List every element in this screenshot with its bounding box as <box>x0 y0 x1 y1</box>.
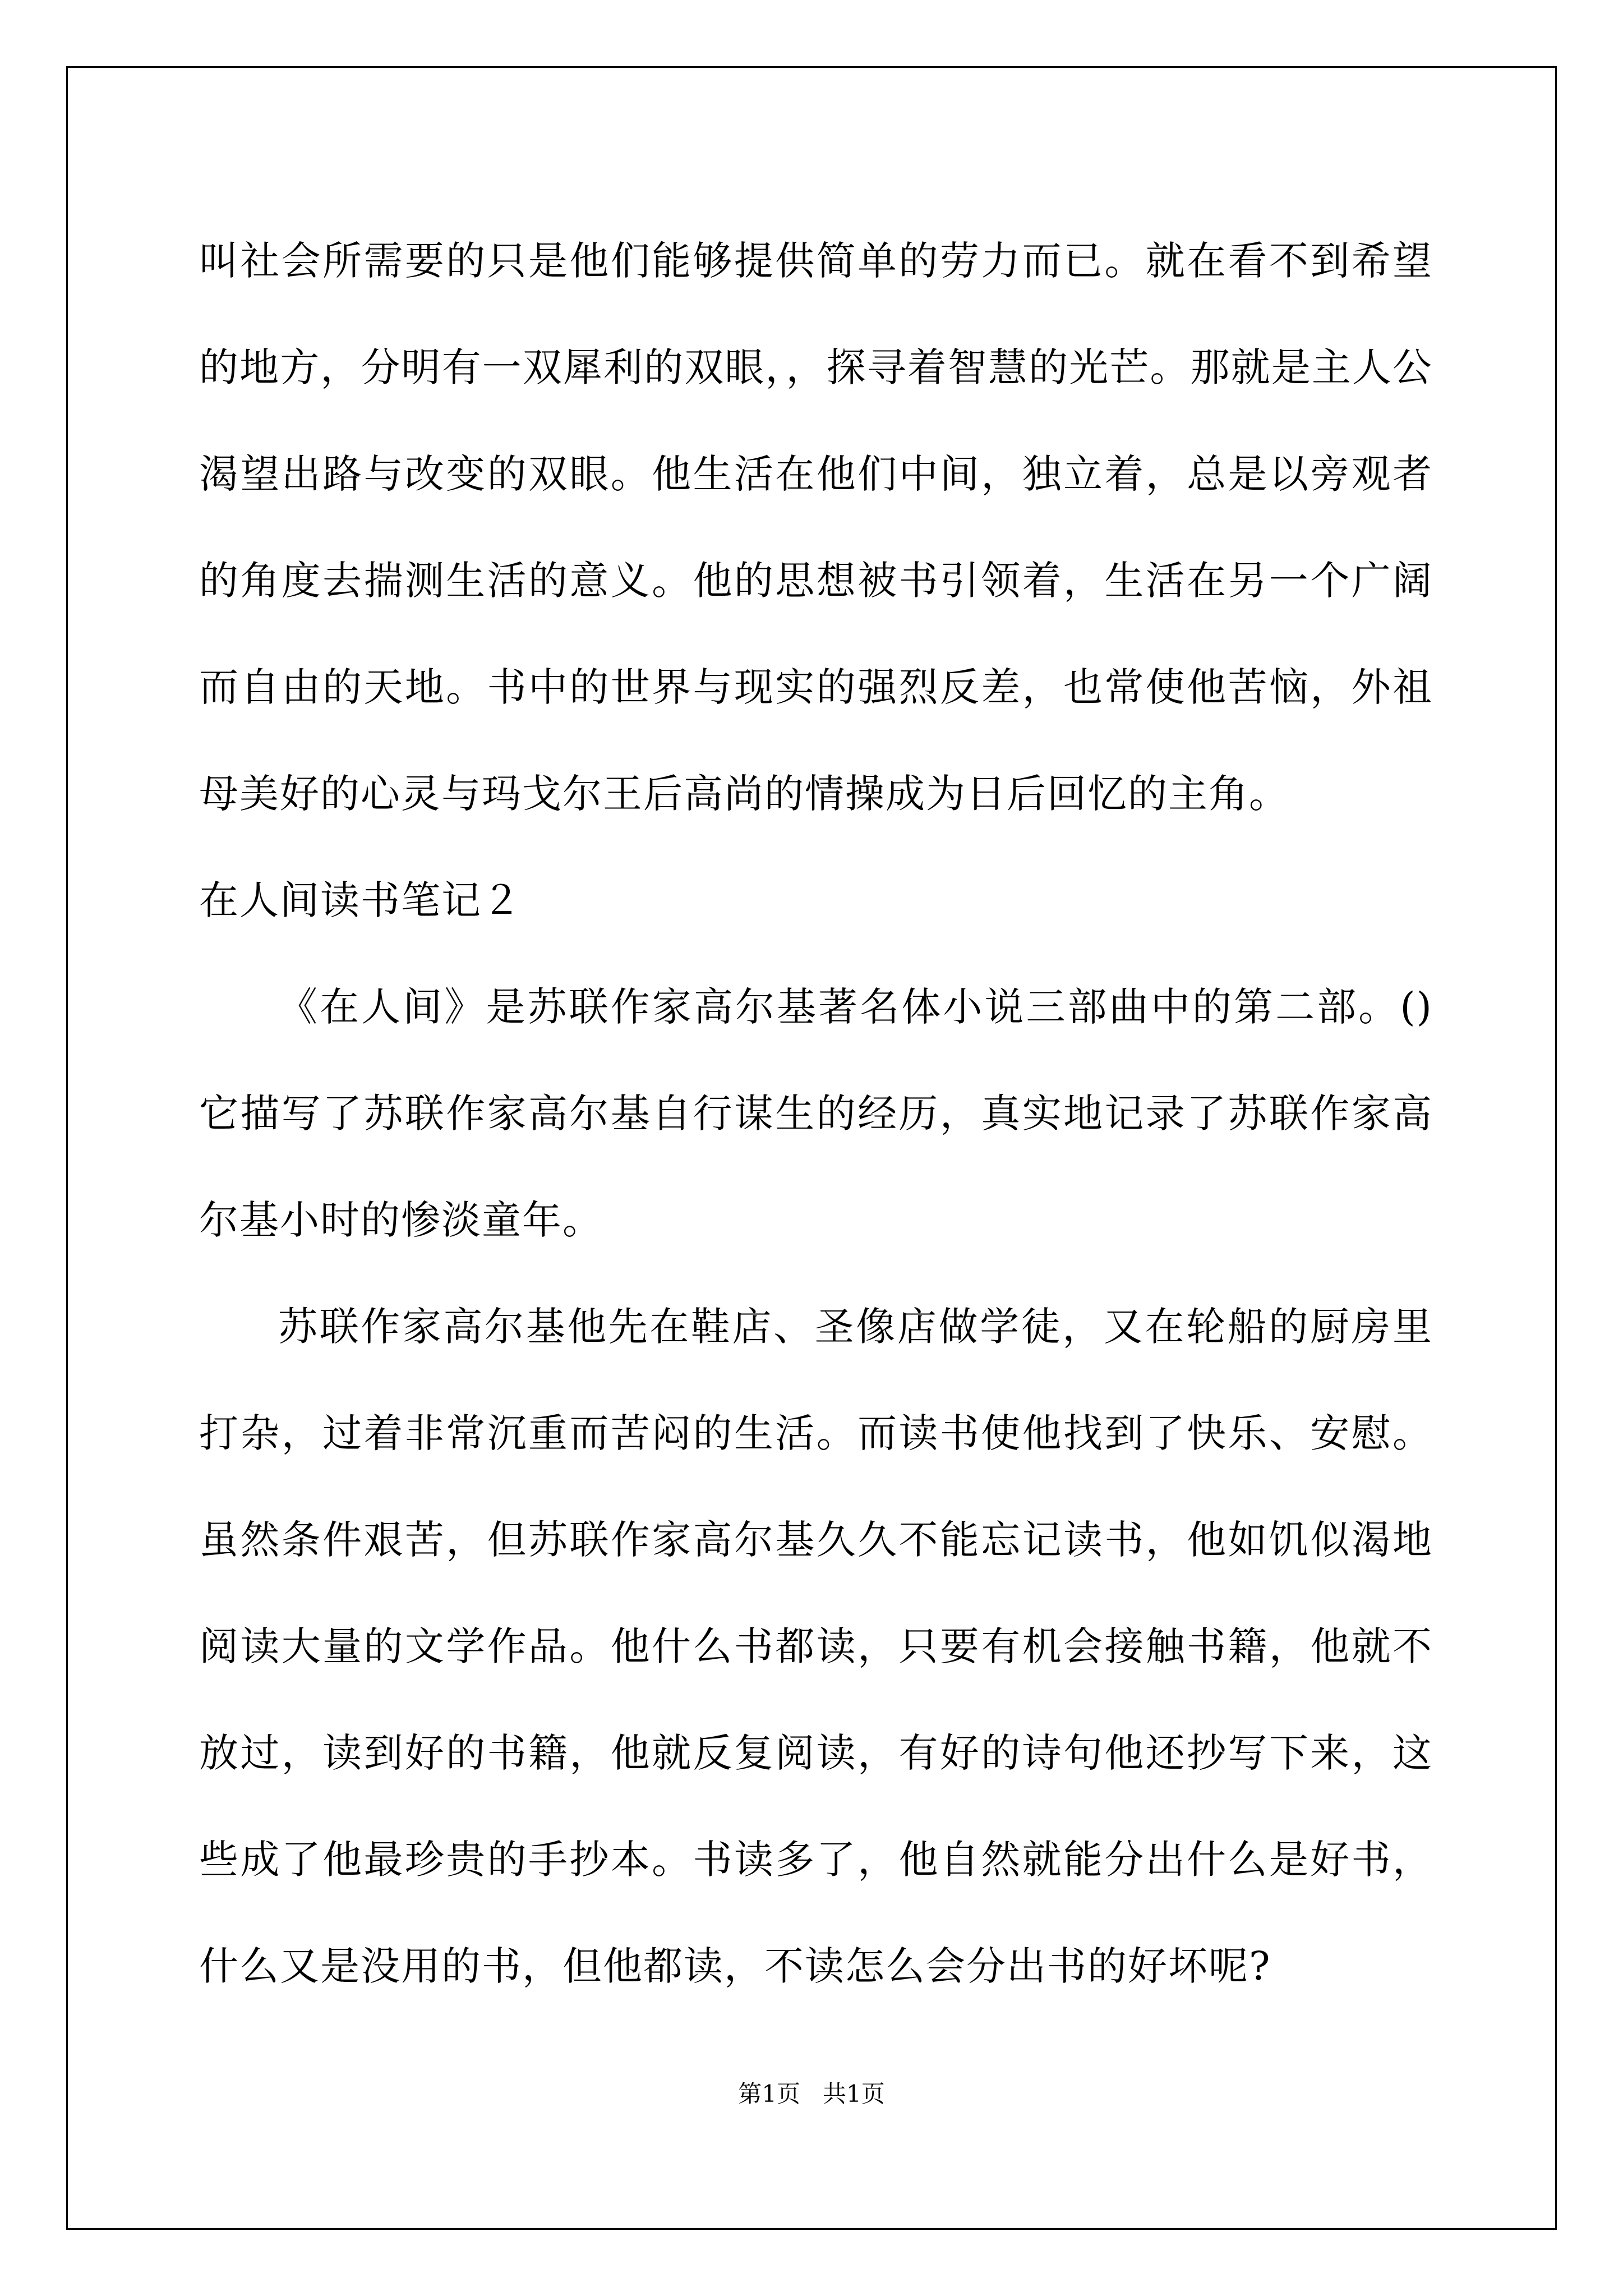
paragraph-3: 苏联作家高尔基他先在鞋店、圣像店做学徒，又在轮船的厨房里打杂，过着非常沉重而苦闷的生活。而读书使他找到了快乐、安慰。虽然条件艰苦，但苏联作家高尔基久久不能忘记读书，他如饥似渴地阅读大量的文学作品。他什么书都读，只要有机会接触书籍，他就不放过，读到好的书籍，他就反复阅读，有好的诗句他还抄写下来，这些成了他最珍贵的手抄本。书读多了，他自然就能分出什么是好书，什么又是没用的书，但他都读，不读怎么会分出书的好坏呢? <box>199 1304 1433 1989</box>
page-total: 共1页 <box>823 2080 885 2108</box>
page-number: 第1页 <box>738 2080 800 2108</box>
section-heading: 在人间读书笔记２ <box>199 877 522 923</box>
page-footer <box>0 2076 1623 2109</box>
paragraph-2: 《在人间》是苏联作家高尔基著名体小说三部曲中的第二部。()它描写了苏联作家高尔基自行谋生的经历，真实地记录了苏联作家高尔基小时的惨淡童年。 <box>199 984 1433 1243</box>
paragraph-1: 叫社会所需要的只是他们能够提供简单的劳力而已。就在看不到希望的地方，分明有一双犀利的双眼，，探寻着智慧的光芒。那就是主人公渴望出路与改变的双眼。他生活在他们中间，独立着，总是以旁观者的角度去揣测生活的意义。他的思想被书引领着，生活在另一个广阔而自由的天地。书中的世界与现实的强烈反差，也常使他苦恼，外祖母美好的心灵与玛戈尔王后高尚的情操成为日后回忆的主角。 <box>199 238 1433 817</box>
document-body <box>199 208 1433 2019</box>
